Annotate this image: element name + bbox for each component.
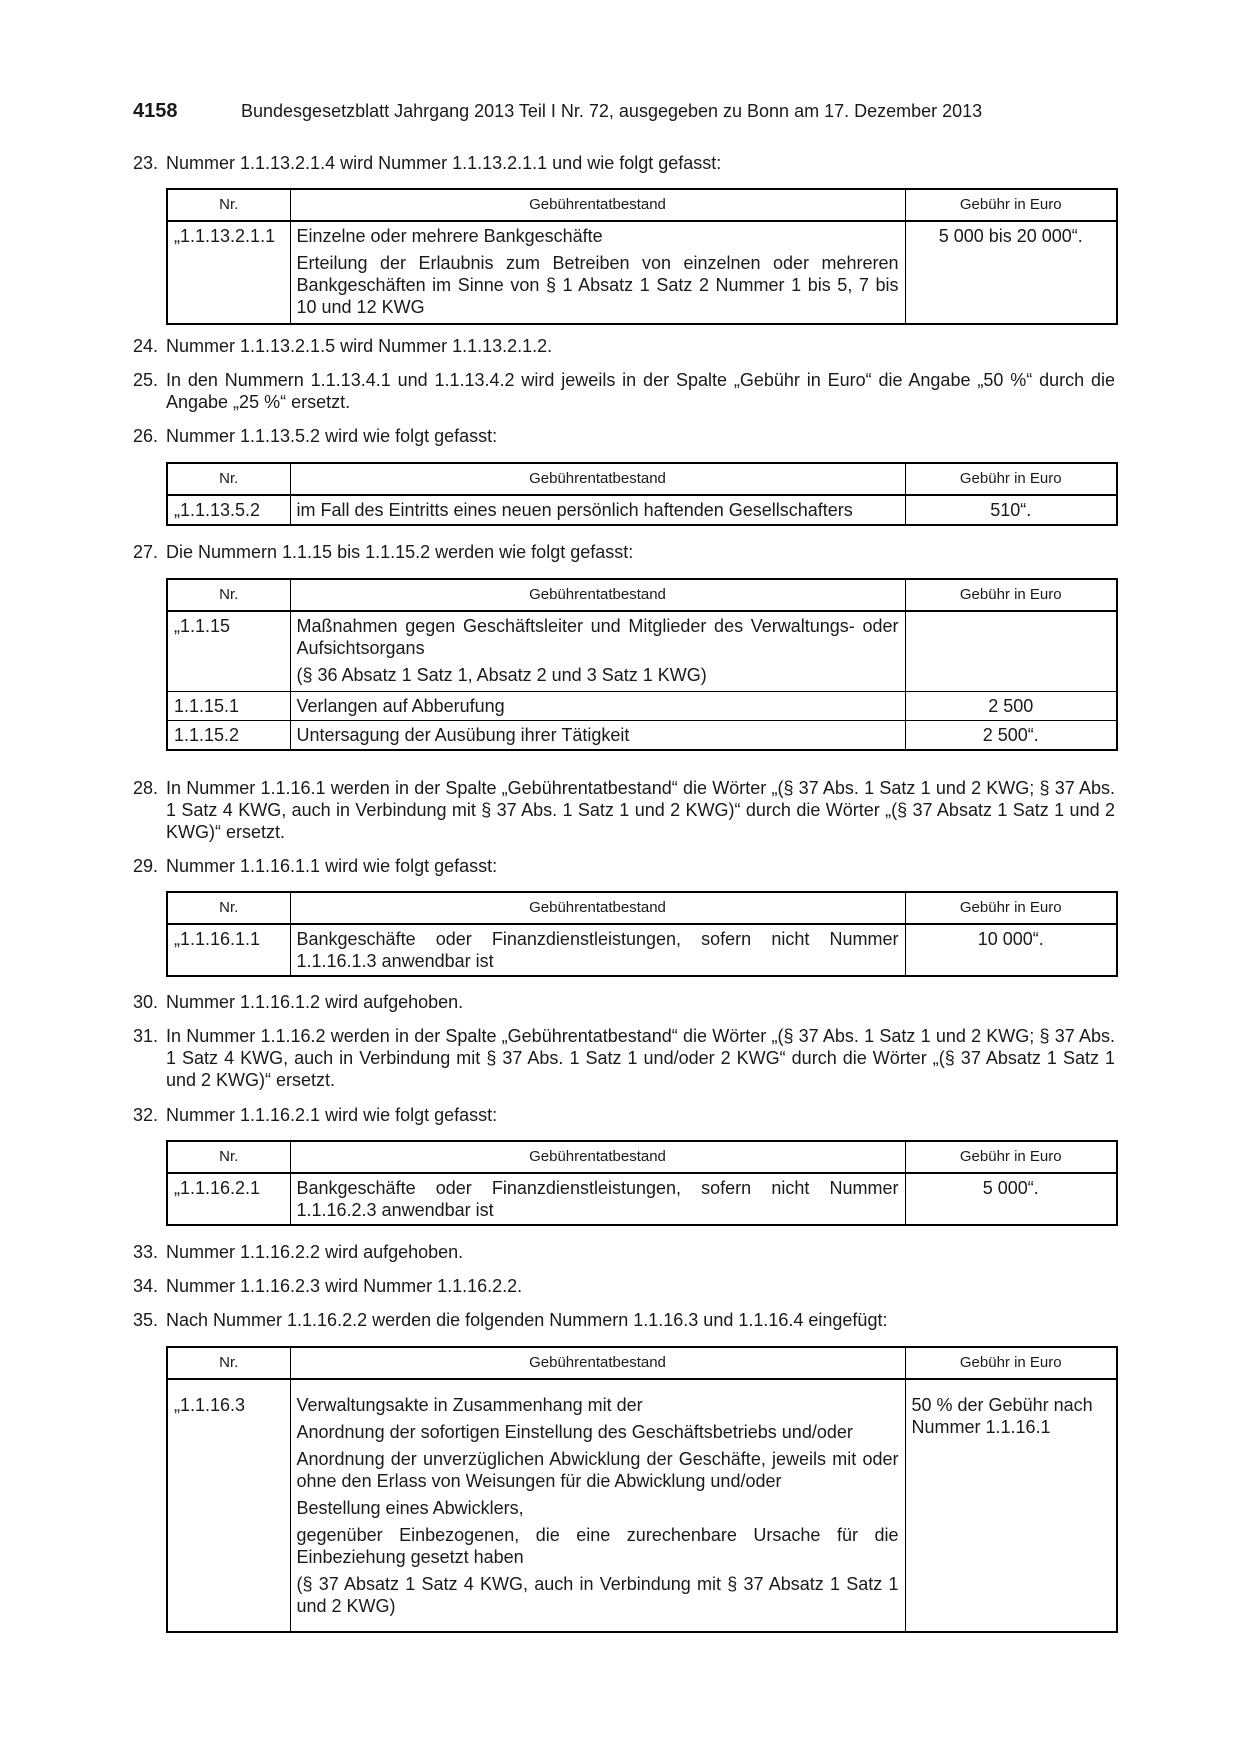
cell-desc: im Fall des Eintritts eines neuen persönlich haftenden Gesellschafters [290, 495, 905, 525]
item-number: 23. [133, 153, 159, 173]
amendment-item [133, 855, 1115, 877]
header-tatbestand: Gebührentatbestand [290, 892, 905, 924]
amendment-item [133, 1104, 1115, 1126]
cell-desc [290, 1379, 905, 1632]
desc-line: Maßnahmen gegen Geschäftsleiter und Mitglieder des Verwaltungs- oder Aufsichtsorgans [296, 616, 899, 658]
item-number: 30. [133, 992, 159, 1012]
amendment-item [133, 1241, 1115, 1263]
item-text: Nach Nummer 1.1.16.2.2 werden die folgenden Nummern 1.1.16.3 und 1.1.16.4 eingefügt: [166, 1310, 888, 1330]
header-gebuehr: Gebühr in Euro [905, 1347, 1117, 1379]
item-text: Nummer 1.1.13.5.2 wird wie folgt gefasst: [166, 426, 498, 446]
desc-line: Verwaltungsakte in Zusammenhang mit der [296, 1395, 643, 1415]
amendment-item [133, 1309, 1115, 1331]
cell-fee: 510“. [905, 495, 1117, 525]
cell-fee: 50 % der Gebühr nach Nummer 1.1.16.1 [905, 1379, 1117, 1632]
amendment-item [133, 777, 1115, 843]
header-gebuehr: Gebühr in Euro [905, 1141, 1117, 1173]
item-number: 35. [133, 1310, 159, 1330]
item-number: 28. [133, 778, 159, 798]
gazette-title: Bundesgesetzblatt Jahrgang 2013 Teil I Nr. 72, ausgegeben zu Bonn am 17. Dezember 2013 [241, 101, 983, 121]
item-text: Nummer 1.1.16.1.2 wird aufgehoben. [166, 992, 464, 1012]
amendment-item [133, 991, 1115, 1013]
item-text: Die Nummern 1.1.15 bis 1.1.15.2 werden wie folgt gefasst: [166, 542, 634, 562]
header-nr: Nr. [167, 892, 290, 924]
item-number: 32. [133, 1105, 159, 1125]
page-number: 4158 [133, 100, 178, 122]
item-text: Nummer 1.1.16.2.2 wird aufgehoben. [166, 1242, 464, 1262]
cell-fee: 2 500 [905, 692, 1117, 721]
header-nr: Nr. [167, 1347, 290, 1379]
cell-desc: Bankgeschäfte oder Finanzdienstleistungen, sofern nicht Nummer 1.1.16.2.3 anwendbar ist [290, 1173, 905, 1225]
header-gebuehr: Gebühr in Euro [905, 189, 1117, 221]
table-row [167, 692, 1117, 721]
item-number: 26. [133, 426, 159, 446]
table-row [167, 495, 1117, 525]
cell-nr: „1.1.16.1.1 [167, 924, 290, 976]
amendment-item [133, 1025, 1115, 1091]
header-nr: Nr. [167, 579, 290, 611]
header-gebuehr: Gebühr in Euro [905, 892, 1117, 924]
cell-nr: „1.1.16.3 [167, 1379, 290, 1632]
cell-desc: Verlangen auf Abberufung [290, 692, 905, 721]
amendment-item [133, 1275, 1115, 1297]
item-text: In den Nummern 1.1.13.4.1 und 1.1.13.4.2 wird jeweils in der Spalte „Gebühr in Euro“ die Angabe „50 %“ durch die Angabe „25 %“ ersetzt. [166, 370, 1115, 412]
item-text: In Nummer 1.1.16.1 werden in der Spalte „Gebührentatbestand“ die Wörter „(§ 37 Abs. 1 Satz 1 und 2 KWG; § 37 Abs. 1 Satz 4 KWG, auch in Verbindung mit § 37 Abs. 1 Satz 1 und 2 KWG)“ durch die Wörter „(§ 37 Absatz 1 Satz 1 und 2 KWG)“ ersetzt. [166, 778, 1115, 842]
desc-line: (§ 37 Absatz 1 Satz 4 KWG, auch in Verbindung mit § 37 Absatz 1 Satz 1 und 2 KWG) [296, 1574, 899, 1616]
fee-table [166, 462, 1118, 526]
fee-table [166, 891, 1118, 977]
cell-fee [905, 611, 1117, 692]
cell-nr: 1.1.15.1 [167, 692, 290, 721]
amendment-item [133, 425, 1115, 447]
cell-desc: Untersagung der Ausübung ihrer Tätigkeit [290, 721, 905, 751]
header-gebuehr: Gebühr in Euro [905, 463, 1117, 495]
item-number: 34. [133, 1276, 159, 1296]
table-row [167, 1173, 1117, 1225]
item-number: 24. [133, 336, 159, 356]
fee-table [166, 1346, 1118, 1633]
cell-nr: „1.1.15 [167, 611, 290, 692]
cell-desc: Bankgeschäfte oder Finanzdienstleistungen, sofern nicht Nummer 1.1.16.1.3 anwendbar ist [290, 924, 905, 976]
item-number: 25. [133, 370, 159, 390]
item-text: In Nummer 1.1.16.2 werden in der Spalte „Gebührentatbestand“ die Wörter „(§ 37 Abs. 1 Satz 1 und 2 KWG; § 37 Abs. 1 Satz 4 KWG, auch in Verbindung mit § 37 Abs. 1 Satz 1 und/oder 2 KWG“ durch die Wörter „(§ 37 Absatz 1 Satz 1 und 2 KWG)“ ersetzt. [166, 1026, 1115, 1090]
header-tatbestand: Gebührentatbestand [290, 189, 905, 221]
cell-nr: „1.1.16.2.1 [167, 1173, 290, 1225]
desc-line: Anordnung der unverzüglichen Abwicklung der Geschäfte, jeweils mit oder ohne den Erlass von Weisungen für die Abwicklung und/oder [296, 1449, 899, 1491]
desc-line: Bestellung eines Abwicklers, [296, 1498, 524, 1518]
page-header [133, 100, 1111, 123]
amendment-item [133, 152, 1115, 174]
table-row [167, 221, 1117, 324]
item-text: Nummer 1.1.16.1.1 wird wie folgt gefasst: [166, 856, 498, 876]
table-row [167, 924, 1117, 976]
table-row [167, 721, 1117, 751]
table-row [167, 1379, 1117, 1632]
desc-line: (§ 36 Absatz 1 Satz 1, Absatz 2 und 3 Satz 1 KWG) [296, 665, 707, 685]
header-tatbestand: Gebührentatbestand [290, 463, 905, 495]
cell-desc [290, 611, 905, 692]
header-tatbestand: Gebührentatbestand [290, 1347, 905, 1379]
item-text: Nummer 1.1.13.2.1.5 wird Nummer 1.1.13.2.1.2. [166, 336, 553, 356]
cell-nr: „1.1.13.2.1.1 [167, 221, 290, 324]
fee-table [166, 188, 1118, 325]
item-text: Nummer 1.1.16.2.3 wird Nummer 1.1.16.2.2. [166, 1276, 523, 1296]
amendment-item [133, 541, 1115, 563]
item-number: 31. [133, 1026, 159, 1046]
cell-nr: 1.1.15.2 [167, 721, 290, 751]
item-number: 29. [133, 856, 159, 876]
header-tatbestand: Gebührentatbestand [290, 1141, 905, 1173]
item-text: Nummer 1.1.16.2.1 wird wie folgt gefasst: [166, 1105, 498, 1125]
fee-table [166, 578, 1118, 751]
cell-fee: 2 500“. [905, 721, 1117, 751]
header-nr: Nr. [167, 1141, 290, 1173]
amendment-item [133, 335, 1115, 357]
cell-fee: 10 000“. [905, 924, 1117, 976]
header-nr: Nr. [167, 189, 290, 221]
cell-fee: 5 000 bis 20 000“. [905, 221, 1117, 324]
item-text: Nummer 1.1.13.2.1.4 wird Nummer 1.1.13.2.1.1 und wie folgt gefasst: [166, 153, 722, 173]
item-number: 27. [133, 542, 159, 562]
cell-nr: „1.1.13.5.2 [167, 495, 290, 525]
desc-line: Einzelne oder mehrere Bankgeschäfte [296, 226, 603, 246]
desc-line: gegenüber Einbezogenen, die eine zurechenbare Ursache für die Einbeziehung gesetzt haben [296, 1525, 899, 1567]
item-number: 33. [133, 1242, 159, 1262]
desc-line: Anordnung der sofortigen Einstellung des Geschäftsbetriebs und/oder [296, 1422, 853, 1442]
cell-fee: 5 000“. [905, 1173, 1117, 1225]
fee-table [166, 1140, 1118, 1226]
cell-desc [290, 221, 905, 324]
table-row [167, 611, 1117, 692]
header-gebuehr: Gebühr in Euro [905, 579, 1117, 611]
header-tatbestand: Gebührentatbestand [290, 579, 905, 611]
desc-line: Erteilung der Erlaubnis zum Betreiben von einzelnen oder mehreren Bankgeschäften im Sinne von § 1 Absatz 1 Satz 2 Nummer 1 bis 5, 7 bis 10 und 12 KWG [296, 253, 899, 317]
header-nr: Nr. [167, 463, 290, 495]
amendment-item [133, 369, 1115, 413]
